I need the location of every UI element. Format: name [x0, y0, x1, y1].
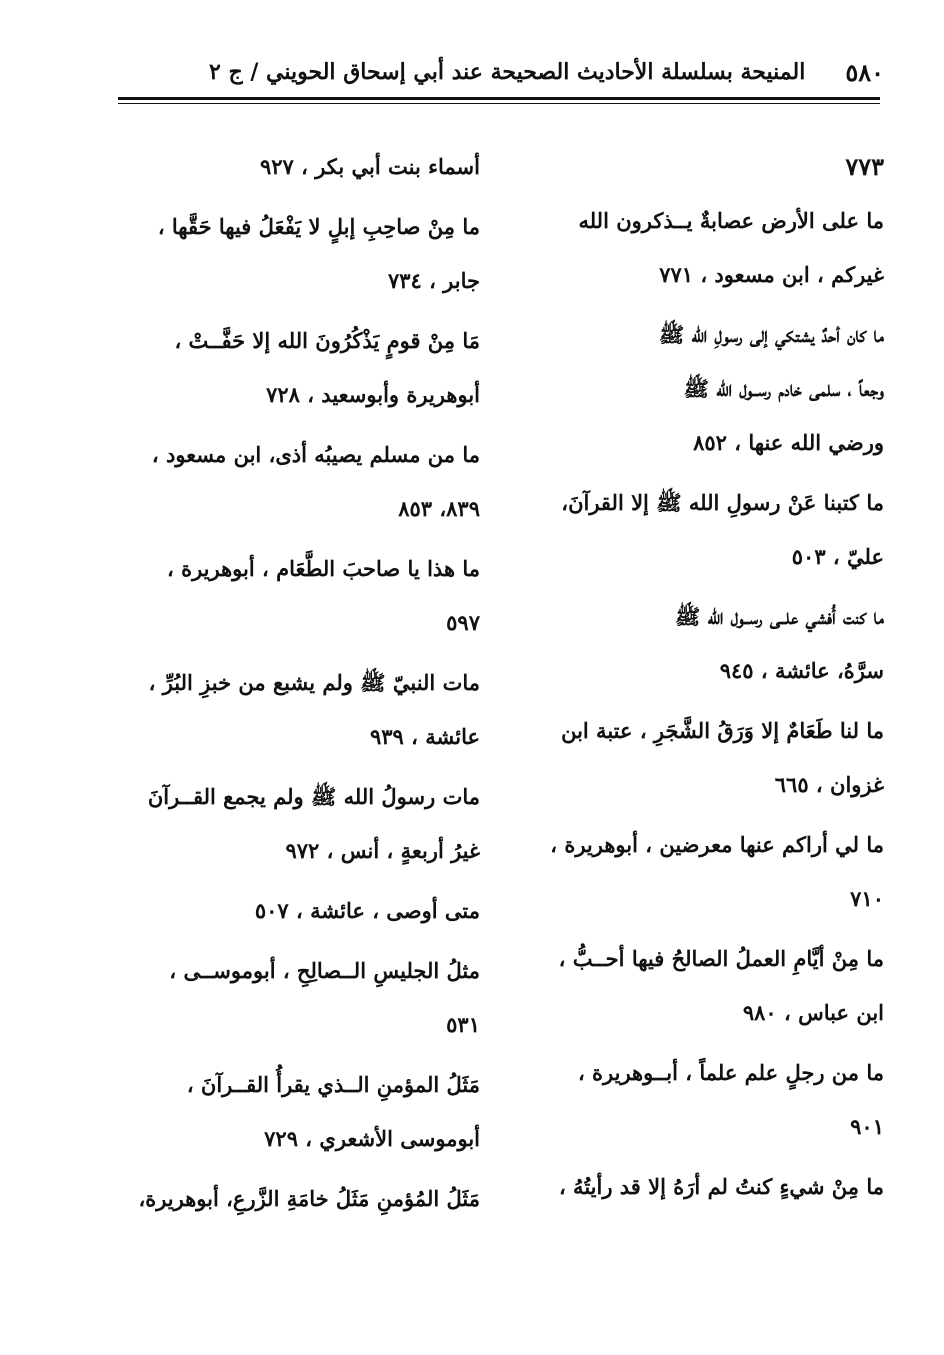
entry-line: مَثَلُ المؤمنِ الــذي يقرأُ القــرآنَ ، [186, 1072, 480, 1097]
index-entry [524, 476, 884, 584]
index-entry [116, 1058, 480, 1166]
left-column [116, 140, 480, 1232]
index-entry [524, 1160, 884, 1214]
index-entry [524, 704, 884, 812]
index-entry [116, 542, 480, 650]
entry-line: ما لنا طَعَامٌ إلا وَرَقُ الشَّجَرِ ، عتبة ابن [561, 718, 884, 743]
page-number: ٥٨٠ [845, 57, 884, 87]
entry-line: أسماء بنت أبي بكر ، ٩٢٧ [259, 154, 480, 179]
entry-line: ٥٩٧ [446, 610, 480, 635]
right-column [524, 140, 884, 1220]
right-entry-list [524, 194, 884, 1214]
index-entry [116, 884, 480, 938]
entry-line: متى أوصى ، عائشة ، ٥٠٧ [254, 898, 480, 923]
group-number: ٧٧٣ [845, 152, 884, 181]
index-entry [524, 308, 884, 470]
entry-line: ما من رجلٍ علم علماً ، أبــوهريرة ، [577, 1060, 884, 1085]
entry-line: عليّ ، ٥٠٣ [791, 544, 884, 569]
entry-line: ما مِنْ أيَّامِ العملُ الصالحُ فيها أحــبُّ ، [558, 946, 884, 971]
entry-line: جابر ، ٧٣٤ [387, 268, 480, 293]
entry-line: غيركم ، ابن مسعود ، ٧٧١ [659, 262, 884, 287]
entry-line: أبوموسى الأشعري ، ٧٢٩ [264, 1126, 480, 1151]
entry-line: ما لي أراكم عنها معرضين ، أبوهريرة ، [550, 832, 884, 857]
entry-line: أبوهريرة وأبوسعيد ، ٧٢٨ [266, 382, 480, 407]
index-entry [116, 944, 480, 1052]
index-entry [116, 1172, 480, 1226]
index-entry [116, 428, 480, 536]
index-entry [116, 770, 480, 878]
left-entry-list [116, 140, 480, 1226]
entry-line: ٨٣٩، ٨٥٣ [398, 496, 480, 521]
running-title: المنيحة بسلسلة الأحاديث الصحيحة عند أبي إسحاق الحويني / ج ٢ [209, 59, 806, 85]
index-entry [524, 818, 884, 926]
header-rule-thin [118, 103, 880, 104]
entry-line: وجعاً ، سلمى خادم رســول الله ﷺ [683, 376, 884, 401]
entry-line: ما من مسلم يصيبُه أذى، ابن مسعود ، [151, 442, 480, 467]
index-entry [524, 1046, 884, 1154]
entry-line: ما هذا يا صاحبَ الطَّعَام ، أبوهريرة ، [166, 556, 480, 581]
entry-line: ٩٠١ [850, 1114, 884, 1139]
entry-line: ٥٣١ [446, 1012, 480, 1037]
index-entry [116, 200, 480, 308]
entry-line: ما كنت أُفشي علــى رســول الله ﷺ [675, 604, 884, 629]
index-entry [524, 932, 884, 1040]
page-header [120, 50, 884, 94]
entry-line: ما مِنْ صاحِبِ إبلٍ لا يَفْعَلُ فيها حَقَّها ، [157, 214, 480, 239]
entry-line: ما مِنْ شيءٍ كنتُ لم أرَهُ إلا قد رأيتُهُ ، [558, 1174, 884, 1199]
entry-line: مَثَلُ المُؤمنِ مَثَلُ خامَةِ الزَّرعِ، أبوهريرة، [138, 1186, 480, 1211]
header-rule-thick [118, 97, 880, 100]
index-entry [116, 140, 480, 194]
index-entry [116, 656, 480, 764]
entry-line: مات النبيّ ﷺ ولم يشبع من خبزِ البُرِّ ، [148, 670, 480, 695]
entry-line: ابن عباس ، ٩٨٠ [742, 1000, 884, 1025]
entry-line: غيرُ أربعةٍ ، أنس ، ٩٧٢ [285, 838, 480, 863]
entry-line: ما كتبنا عَنْ رسولِ الله ﷺ إلا القرآنَ، [561, 490, 884, 515]
entry-line: غزوان ، ٦٦٥ [774, 772, 884, 797]
index-entry [524, 590, 884, 698]
entry-line: ما على الأرض عصابةٌ يــذكرون الله [578, 208, 884, 233]
entry-line: ٧١٠ [850, 886, 884, 911]
entry-line: مثلُ الجليسِ الــصالِحِ ، أبوموســى ، [169, 958, 480, 983]
index-entry [524, 194, 884, 302]
entry-line: مَا مِنْ قومٍ يَذْكُرُونَ الله إلا حَفَّــتْ ، [174, 328, 480, 353]
entry-line: مات رسولُ الله ﷺ ولم يجمع القــرآنَ [147, 784, 480, 809]
entry-line: عائشة ، ٩٣٩ [369, 724, 480, 749]
entry-line: سرَّهُ، عائشة ، ٩٤٥ [719, 658, 884, 683]
entry-line: ما كان أحدٌ يشتكي إلى رسولِ الله ﷺ [658, 322, 884, 347]
entry-line: ورضي الله عنها ، ٨٥٢ [693, 430, 884, 455]
index-entry [116, 314, 480, 422]
